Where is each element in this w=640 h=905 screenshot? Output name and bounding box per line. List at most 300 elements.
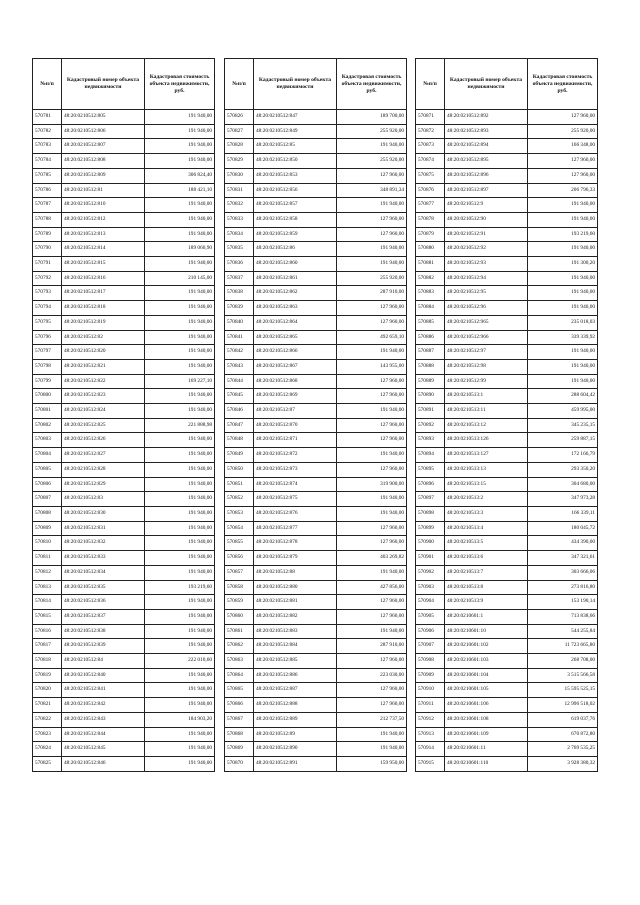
cadastral-value: 191 940,00 bbox=[145, 727, 215, 742]
table-row bbox=[225, 639, 407, 654]
table-row bbox=[225, 286, 407, 301]
table-row bbox=[416, 227, 598, 242]
table-row bbox=[33, 315, 215, 330]
table-row bbox=[225, 242, 407, 257]
cadastral-number: 48:20:0210601:105 bbox=[445, 683, 528, 698]
cadastral-value: 191 940,00 bbox=[145, 462, 215, 477]
row-number: 570912 bbox=[416, 712, 445, 727]
cadastral-value: 189 060,90 bbox=[145, 242, 215, 257]
cadastral-value: 191 940,00 bbox=[528, 212, 598, 227]
row-number: 570879 bbox=[416, 227, 445, 242]
register-table bbox=[415, 58, 598, 772]
table-row bbox=[33, 727, 215, 742]
table-row bbox=[33, 404, 215, 419]
cadastral-number: 48:20:0210512:869 bbox=[254, 389, 337, 404]
cadastral-value: 127 960,00 bbox=[337, 227, 407, 242]
cadastral-number: 48:20:0210512:808 bbox=[62, 154, 145, 169]
row-number: 570910 bbox=[416, 683, 445, 698]
row-number: 570913 bbox=[416, 727, 445, 742]
cadastral-value: 191 940,00 bbox=[145, 198, 215, 213]
table-row bbox=[225, 595, 407, 610]
cadastral-number: 48:20:0210512:858 bbox=[254, 212, 337, 227]
row-number: 570818 bbox=[33, 654, 62, 669]
cadastral-number: 48:20:0210512:965 bbox=[445, 315, 528, 330]
cadastral-value: 191 940,00 bbox=[145, 212, 215, 227]
table-row bbox=[416, 683, 598, 698]
table-row bbox=[225, 698, 407, 713]
table-row bbox=[225, 404, 407, 419]
cadastral-number: 48:20:0210512:856 bbox=[254, 183, 337, 198]
row-number: 570859 bbox=[225, 595, 254, 610]
row-number: 570832 bbox=[225, 198, 254, 213]
table-row bbox=[416, 198, 598, 213]
cadastral-number: 48:20:0210512:89 bbox=[254, 727, 337, 742]
row-number: 570814 bbox=[33, 595, 62, 610]
cadastral-number: 48:20:0210512:91 bbox=[445, 227, 528, 242]
register-table bbox=[224, 58, 407, 772]
table-row bbox=[33, 477, 215, 492]
cadastral-number: 48:20:0210512:846 bbox=[62, 756, 145, 771]
cadastral-value: 268 708,00 bbox=[528, 654, 598, 669]
row-number: 570868 bbox=[225, 727, 254, 742]
table-row bbox=[225, 345, 407, 360]
row-number: 570911 bbox=[416, 698, 445, 713]
header-cadastral: Кадастровый номер объекта недвижимости bbox=[445, 59, 528, 110]
table-row bbox=[225, 183, 407, 198]
table-row bbox=[416, 477, 598, 492]
cadastral-value: 339 339,92 bbox=[528, 330, 598, 345]
row-number: 570857 bbox=[225, 565, 254, 580]
row-number: 570906 bbox=[416, 624, 445, 639]
row-number: 570797 bbox=[33, 345, 62, 360]
row-number: 570792 bbox=[33, 271, 62, 286]
cadastral-number: 48:20:0210513:7 bbox=[445, 565, 528, 580]
cadastral-number: 48:20:0210601:104 bbox=[445, 668, 528, 683]
cadastral-value: 306 824,40 bbox=[145, 168, 215, 183]
cadastral-value: 159 950,00 bbox=[337, 756, 407, 771]
table-row bbox=[33, 242, 215, 257]
row-number: 570831 bbox=[225, 183, 254, 198]
table-row bbox=[416, 448, 598, 463]
table-row bbox=[225, 374, 407, 389]
cadastral-value: 191 940,00 bbox=[145, 389, 215, 404]
cadastral-number: 48:20:0210512:92 bbox=[445, 242, 528, 257]
table-row bbox=[416, 257, 598, 272]
row-number: 570883 bbox=[416, 286, 445, 301]
cadastral-value: 127 960,00 bbox=[337, 595, 407, 610]
cadastral-number: 48:20:0210512:861 bbox=[254, 271, 337, 286]
table-row bbox=[33, 580, 215, 595]
table-row bbox=[33, 551, 215, 566]
table-row bbox=[225, 742, 407, 757]
cadastral-value: 287 910,00 bbox=[337, 286, 407, 301]
cadastral-number: 48:20:0210513:2 bbox=[445, 492, 528, 507]
cadastral-value: 191 940,00 bbox=[337, 242, 407, 257]
cadastral-value: 348 891,34 bbox=[337, 183, 407, 198]
row-number: 570891 bbox=[416, 404, 445, 419]
cadastral-value: 191 300,20 bbox=[528, 257, 598, 272]
table-row bbox=[416, 580, 598, 595]
cadastral-value: 191 940,00 bbox=[145, 359, 215, 374]
row-number: 570902 bbox=[416, 565, 445, 580]
cadastral-value: 434 390,00 bbox=[528, 536, 598, 551]
cadastral-value: 273 816,80 bbox=[528, 580, 598, 595]
cadastral-number: 48:20:0210513:15 bbox=[445, 477, 528, 492]
row-number: 570801 bbox=[33, 404, 62, 419]
table-header-row bbox=[225, 59, 407, 110]
cadastral-number: 48:20:0210512:841 bbox=[62, 683, 145, 698]
row-number: 570855 bbox=[225, 536, 254, 551]
row-number: 570848 bbox=[225, 433, 254, 448]
cadastral-value: 670 872,80 bbox=[528, 727, 598, 742]
row-number: 570890 bbox=[416, 389, 445, 404]
cadastral-number: 48:20:0210601:108 bbox=[445, 712, 528, 727]
cadastral-number: 48:20:0210512:836 bbox=[62, 595, 145, 610]
row-number: 570887 bbox=[416, 345, 445, 360]
table-row bbox=[33, 418, 215, 433]
table-row bbox=[416, 183, 598, 198]
row-number: 570823 bbox=[33, 727, 62, 742]
cadastral-number: 48:20:0210512:96 bbox=[445, 301, 528, 316]
cadastral-number: 48:20:0210512:834 bbox=[62, 565, 145, 580]
row-number: 570788 bbox=[33, 212, 62, 227]
row-number: 570835 bbox=[225, 242, 254, 257]
cadastral-number: 48:20:0210512:868 bbox=[254, 374, 337, 389]
cadastral-value: 191 940,00 bbox=[528, 345, 598, 360]
row-number: 570869 bbox=[225, 742, 254, 757]
table-row bbox=[416, 742, 598, 757]
cadastral-value: 223 030,00 bbox=[337, 668, 407, 683]
table-row bbox=[225, 257, 407, 272]
row-number: 570808 bbox=[33, 506, 62, 521]
table-row bbox=[33, 154, 215, 169]
cadastral-number: 48:20:0210512:870 bbox=[254, 418, 337, 433]
cadastral-value: 191 940,00 bbox=[145, 756, 215, 771]
cadastral-value: 191 940,00 bbox=[337, 506, 407, 521]
cadastral-value: 127 960,00 bbox=[337, 315, 407, 330]
cadastral-number: 48:20:0210512:891 bbox=[254, 756, 337, 771]
row-number: 570881 bbox=[416, 257, 445, 272]
cadastral-value: 189 700,00 bbox=[337, 110, 407, 125]
row-number: 570896 bbox=[416, 477, 445, 492]
row-number: 570895 bbox=[416, 462, 445, 477]
cadastral-number: 48:20:0210512:830 bbox=[62, 506, 145, 521]
row-number: 570899 bbox=[416, 521, 445, 536]
row-number: 570858 bbox=[225, 580, 254, 595]
row-number: 570907 bbox=[416, 639, 445, 654]
cadastral-number: 48:20:0210601:110 bbox=[445, 756, 528, 771]
row-number: 570888 bbox=[416, 359, 445, 374]
table-row bbox=[33, 389, 215, 404]
cadastral-number: 48:20:0210512:881 bbox=[254, 595, 337, 610]
row-number: 570790 bbox=[33, 242, 62, 257]
table-row bbox=[33, 139, 215, 154]
row-number: 570915 bbox=[416, 756, 445, 771]
row-number: 570850 bbox=[225, 462, 254, 477]
cadastral-value: 191 940,00 bbox=[528, 374, 598, 389]
cadastral-value: 127 960,00 bbox=[337, 609, 407, 624]
table-row bbox=[33, 301, 215, 316]
table-row bbox=[416, 168, 598, 183]
cadastral-value: 191 940,00 bbox=[145, 698, 215, 713]
cadastral-value: 191 940,00 bbox=[528, 301, 598, 316]
cadastral-number: 48:20:0210512:85 bbox=[254, 139, 337, 154]
table-row bbox=[416, 359, 598, 374]
cadastral-value: 191 940,00 bbox=[337, 565, 407, 580]
cadastral-value: 127 960,00 bbox=[337, 536, 407, 551]
cadastral-value: 304 680,00 bbox=[528, 477, 598, 492]
row-number: 570864 bbox=[225, 668, 254, 683]
table-row bbox=[33, 110, 215, 125]
row-number: 570825 bbox=[33, 756, 62, 771]
cadastral-number: 48:20:0210513:12 bbox=[445, 418, 528, 433]
row-number: 570885 bbox=[416, 315, 445, 330]
row-number: 570810 bbox=[33, 536, 62, 551]
row-number: 570889 bbox=[416, 374, 445, 389]
cadastral-value: 212 737,50 bbox=[337, 712, 407, 727]
row-number: 570901 bbox=[416, 551, 445, 566]
table-row bbox=[416, 124, 598, 139]
row-number: 570875 bbox=[416, 168, 445, 183]
table-row bbox=[416, 374, 598, 389]
table-row bbox=[33, 345, 215, 360]
cadastral-value: 191 940,00 bbox=[145, 477, 215, 492]
cadastral-number: 48:20:0210601:1 bbox=[445, 609, 528, 624]
row-number: 570829 bbox=[225, 154, 254, 169]
table-row bbox=[33, 712, 215, 727]
cadastral-value: 193 219,60 bbox=[145, 580, 215, 595]
cadastral-value: 293 350,20 bbox=[528, 462, 598, 477]
cadastral-number: 48:20:0210513:4 bbox=[445, 521, 528, 536]
cadastral-number: 48:20:0210513:1 bbox=[445, 389, 528, 404]
table-row bbox=[225, 756, 407, 771]
row-number: 570908 bbox=[416, 654, 445, 669]
table-row bbox=[225, 551, 407, 566]
row-number: 570841 bbox=[225, 330, 254, 345]
header-num: №п/п bbox=[33, 59, 62, 110]
row-number: 570786 bbox=[33, 183, 62, 198]
table-row bbox=[416, 595, 598, 610]
row-number: 570842 bbox=[225, 345, 254, 360]
row-number: 570892 bbox=[416, 418, 445, 433]
table-row bbox=[33, 124, 215, 139]
row-number: 570803 bbox=[33, 433, 62, 448]
cadastral-number: 48:20:0210512:833 bbox=[62, 551, 145, 566]
cadastral-number: 48:20:0210512:810 bbox=[62, 198, 145, 213]
cadastral-value: 191 940,00 bbox=[337, 492, 407, 507]
cadastral-value: 180 045,72 bbox=[528, 521, 598, 536]
row-number: 570812 bbox=[33, 565, 62, 580]
table-row bbox=[416, 756, 598, 771]
cadastral-value: 191 940,00 bbox=[337, 742, 407, 757]
cadastral-value: 127 960,00 bbox=[337, 389, 407, 404]
row-number: 570882 bbox=[416, 271, 445, 286]
cadastral-number: 48:20:0210512:888 bbox=[254, 698, 337, 713]
cadastral-value: 191 940,00 bbox=[145, 683, 215, 698]
row-number: 570806 bbox=[33, 477, 62, 492]
cadastral-value: 191 940,00 bbox=[145, 286, 215, 301]
table-row bbox=[416, 212, 598, 227]
table-row bbox=[33, 668, 215, 683]
row-number: 570846 bbox=[225, 404, 254, 419]
row-number: 570820 bbox=[33, 683, 62, 698]
cadastral-number: 48:20:0210512:823 bbox=[62, 389, 145, 404]
row-number: 570865 bbox=[225, 683, 254, 698]
cadastral-number: 48:20:0210512:829 bbox=[62, 477, 145, 492]
row-number: 570800 bbox=[33, 389, 62, 404]
table-row bbox=[33, 595, 215, 610]
cadastral-value: 191 940,00 bbox=[145, 609, 215, 624]
table-row bbox=[416, 433, 598, 448]
header-cadastral: Кадастровый номер объекта недвижимости bbox=[62, 59, 145, 110]
cadastral-value: 206 796,33 bbox=[528, 183, 598, 198]
row-number: 570830 bbox=[225, 168, 254, 183]
row-number: 570816 bbox=[33, 624, 62, 639]
cadastral-number: 48:20:0210601:106 bbox=[445, 698, 528, 713]
cadastral-number: 48:20:0210512:815 bbox=[62, 257, 145, 272]
row-number: 570894 bbox=[416, 448, 445, 463]
table-row bbox=[33, 683, 215, 698]
row-number: 570783 bbox=[33, 139, 62, 154]
row-number: 570799 bbox=[33, 374, 62, 389]
table-row bbox=[416, 727, 598, 742]
cadastral-number: 48:20:0210512:878 bbox=[254, 536, 337, 551]
row-number: 570789 bbox=[33, 227, 62, 242]
row-number: 570904 bbox=[416, 595, 445, 610]
table-row bbox=[33, 433, 215, 448]
row-number: 570824 bbox=[33, 742, 62, 757]
row-number: 570795 bbox=[33, 315, 62, 330]
cadastral-value: 191 940,00 bbox=[145, 404, 215, 419]
cadastral-number: 48:20:0210601:10 bbox=[445, 624, 528, 639]
cadastral-value: 191 940,00 bbox=[145, 227, 215, 242]
row-number: 570809 bbox=[33, 521, 62, 536]
row-number: 570834 bbox=[225, 227, 254, 242]
row-number: 570886 bbox=[416, 330, 445, 345]
header-num: №п/п bbox=[225, 59, 254, 110]
header-cadastral: Кадастровый номер объекта недвижимости bbox=[254, 59, 337, 110]
cadastral-number: 48:20:0210512:820 bbox=[62, 345, 145, 360]
cadastral-number: 48:20:0210512:812 bbox=[62, 212, 145, 227]
cadastral-value: 191 940,00 bbox=[145, 448, 215, 463]
cadastral-value: 166 339,11 bbox=[528, 506, 598, 521]
cadastral-number: 48:20:0210512:884 bbox=[254, 639, 337, 654]
cadastral-value: 191 940,00 bbox=[145, 506, 215, 521]
cadastral-value: 184 903,20 bbox=[145, 712, 215, 727]
cadastral-number: 48:20:0210601:102 bbox=[445, 639, 528, 654]
row-number: 570876 bbox=[416, 183, 445, 198]
row-number: 570781 bbox=[33, 110, 62, 125]
cadastral-value: 191 940,00 bbox=[145, 345, 215, 360]
row-number: 570827 bbox=[225, 124, 254, 139]
cadastral-value: 127 960,00 bbox=[337, 168, 407, 183]
cadastral-number: 48:20:0210512:886 bbox=[254, 668, 337, 683]
cadastral-number: 48:20:0210512:827 bbox=[62, 448, 145, 463]
cadastral-value: 427 856,00 bbox=[337, 580, 407, 595]
cadastral-value: 11 723 665,80 bbox=[528, 639, 598, 654]
table-row bbox=[416, 418, 598, 433]
table-row bbox=[33, 521, 215, 536]
cadastral-value: 191 940,00 bbox=[528, 242, 598, 257]
cadastral-number: 48:20:0210512:826 bbox=[62, 433, 145, 448]
table-row bbox=[416, 609, 598, 624]
cadastral-value: 127 960,00 bbox=[528, 154, 598, 169]
row-number: 570867 bbox=[225, 712, 254, 727]
cadastral-number: 48:20:0210512:809 bbox=[62, 168, 145, 183]
row-number: 570851 bbox=[225, 477, 254, 492]
table-row bbox=[416, 110, 598, 125]
cadastral-number: 48:20:0210512:887 bbox=[254, 683, 337, 698]
table-row bbox=[416, 330, 598, 345]
table-row bbox=[225, 330, 407, 345]
table-row bbox=[33, 330, 215, 345]
row-number: 570856 bbox=[225, 551, 254, 566]
table-row bbox=[225, 139, 407, 154]
cadastral-number: 48:20:0210601:11 bbox=[445, 742, 528, 757]
cadastral-value: 169 227,10 bbox=[145, 374, 215, 389]
cadastral-number: 48:20:0210512:850 bbox=[254, 154, 337, 169]
cadastral-value: 345 235,15 bbox=[528, 418, 598, 433]
cadastral-number: 48:20:0210512:849 bbox=[254, 124, 337, 139]
table-row bbox=[225, 654, 407, 669]
cadastral-number: 48:20:0210512:825 bbox=[62, 418, 145, 433]
cadastral-number: 48:20:0210513:8 bbox=[445, 580, 528, 595]
cadastral-value: 127 960,00 bbox=[337, 374, 407, 389]
cadastral-value: 191 940,00 bbox=[145, 521, 215, 536]
cadastral-value: 191 940,00 bbox=[528, 286, 598, 301]
row-number: 570874 bbox=[416, 154, 445, 169]
cadastral-number: 48:20:0210512:853 bbox=[254, 168, 337, 183]
cadastral-number: 48:20:0210512:824 bbox=[62, 404, 145, 419]
cadastral-number: 48:20:0210601:103 bbox=[445, 654, 528, 669]
table-row bbox=[225, 315, 407, 330]
cadastral-number: 48:20:0210512:860 bbox=[254, 257, 337, 272]
cadastral-number: 48:20:0210512:95 bbox=[445, 286, 528, 301]
row-number: 570787 bbox=[33, 198, 62, 213]
cadastral-value: 347 973,28 bbox=[528, 492, 598, 507]
cadastral-value: 303 666,06 bbox=[528, 565, 598, 580]
cadastral-value: 191 940,00 bbox=[145, 624, 215, 639]
cadastral-number: 48:20:0210513:13 bbox=[445, 462, 528, 477]
cadastral-number: 48:20:0210512:894 bbox=[445, 139, 528, 154]
cadastral-value: 191 940,00 bbox=[145, 536, 215, 551]
cadastral-value: 347 321,61 bbox=[528, 551, 598, 566]
cadastral-value: 3 928 380,32 bbox=[528, 756, 598, 771]
table-row bbox=[416, 712, 598, 727]
table-row bbox=[416, 462, 598, 477]
cadastral-value: 210 145,00 bbox=[145, 271, 215, 286]
cadastral-number: 48:20:0210512:821 bbox=[62, 359, 145, 374]
table-row bbox=[416, 301, 598, 316]
table-row bbox=[33, 492, 215, 507]
cadastral-value: 255 920,00 bbox=[337, 124, 407, 139]
cadastral-number: 48:20:0210512:816 bbox=[62, 271, 145, 286]
row-number: 570819 bbox=[33, 668, 62, 683]
cadastral-number: 48:20:0210512:82 bbox=[62, 330, 145, 345]
cadastral-value: 191 940,00 bbox=[145, 110, 215, 125]
table-row bbox=[416, 654, 598, 669]
cadastral-value: 287 910,00 bbox=[337, 639, 407, 654]
row-number: 570880 bbox=[416, 242, 445, 257]
table-row bbox=[33, 198, 215, 213]
cadastral-number: 48:20:0210512:871 bbox=[254, 433, 337, 448]
cadastral-number: 48:20:0210512:890 bbox=[254, 742, 337, 757]
table-header-row bbox=[416, 59, 598, 110]
row-number: 570870 bbox=[225, 756, 254, 771]
table-row bbox=[416, 154, 598, 169]
table-row bbox=[225, 154, 407, 169]
row-number: 570905 bbox=[416, 609, 445, 624]
